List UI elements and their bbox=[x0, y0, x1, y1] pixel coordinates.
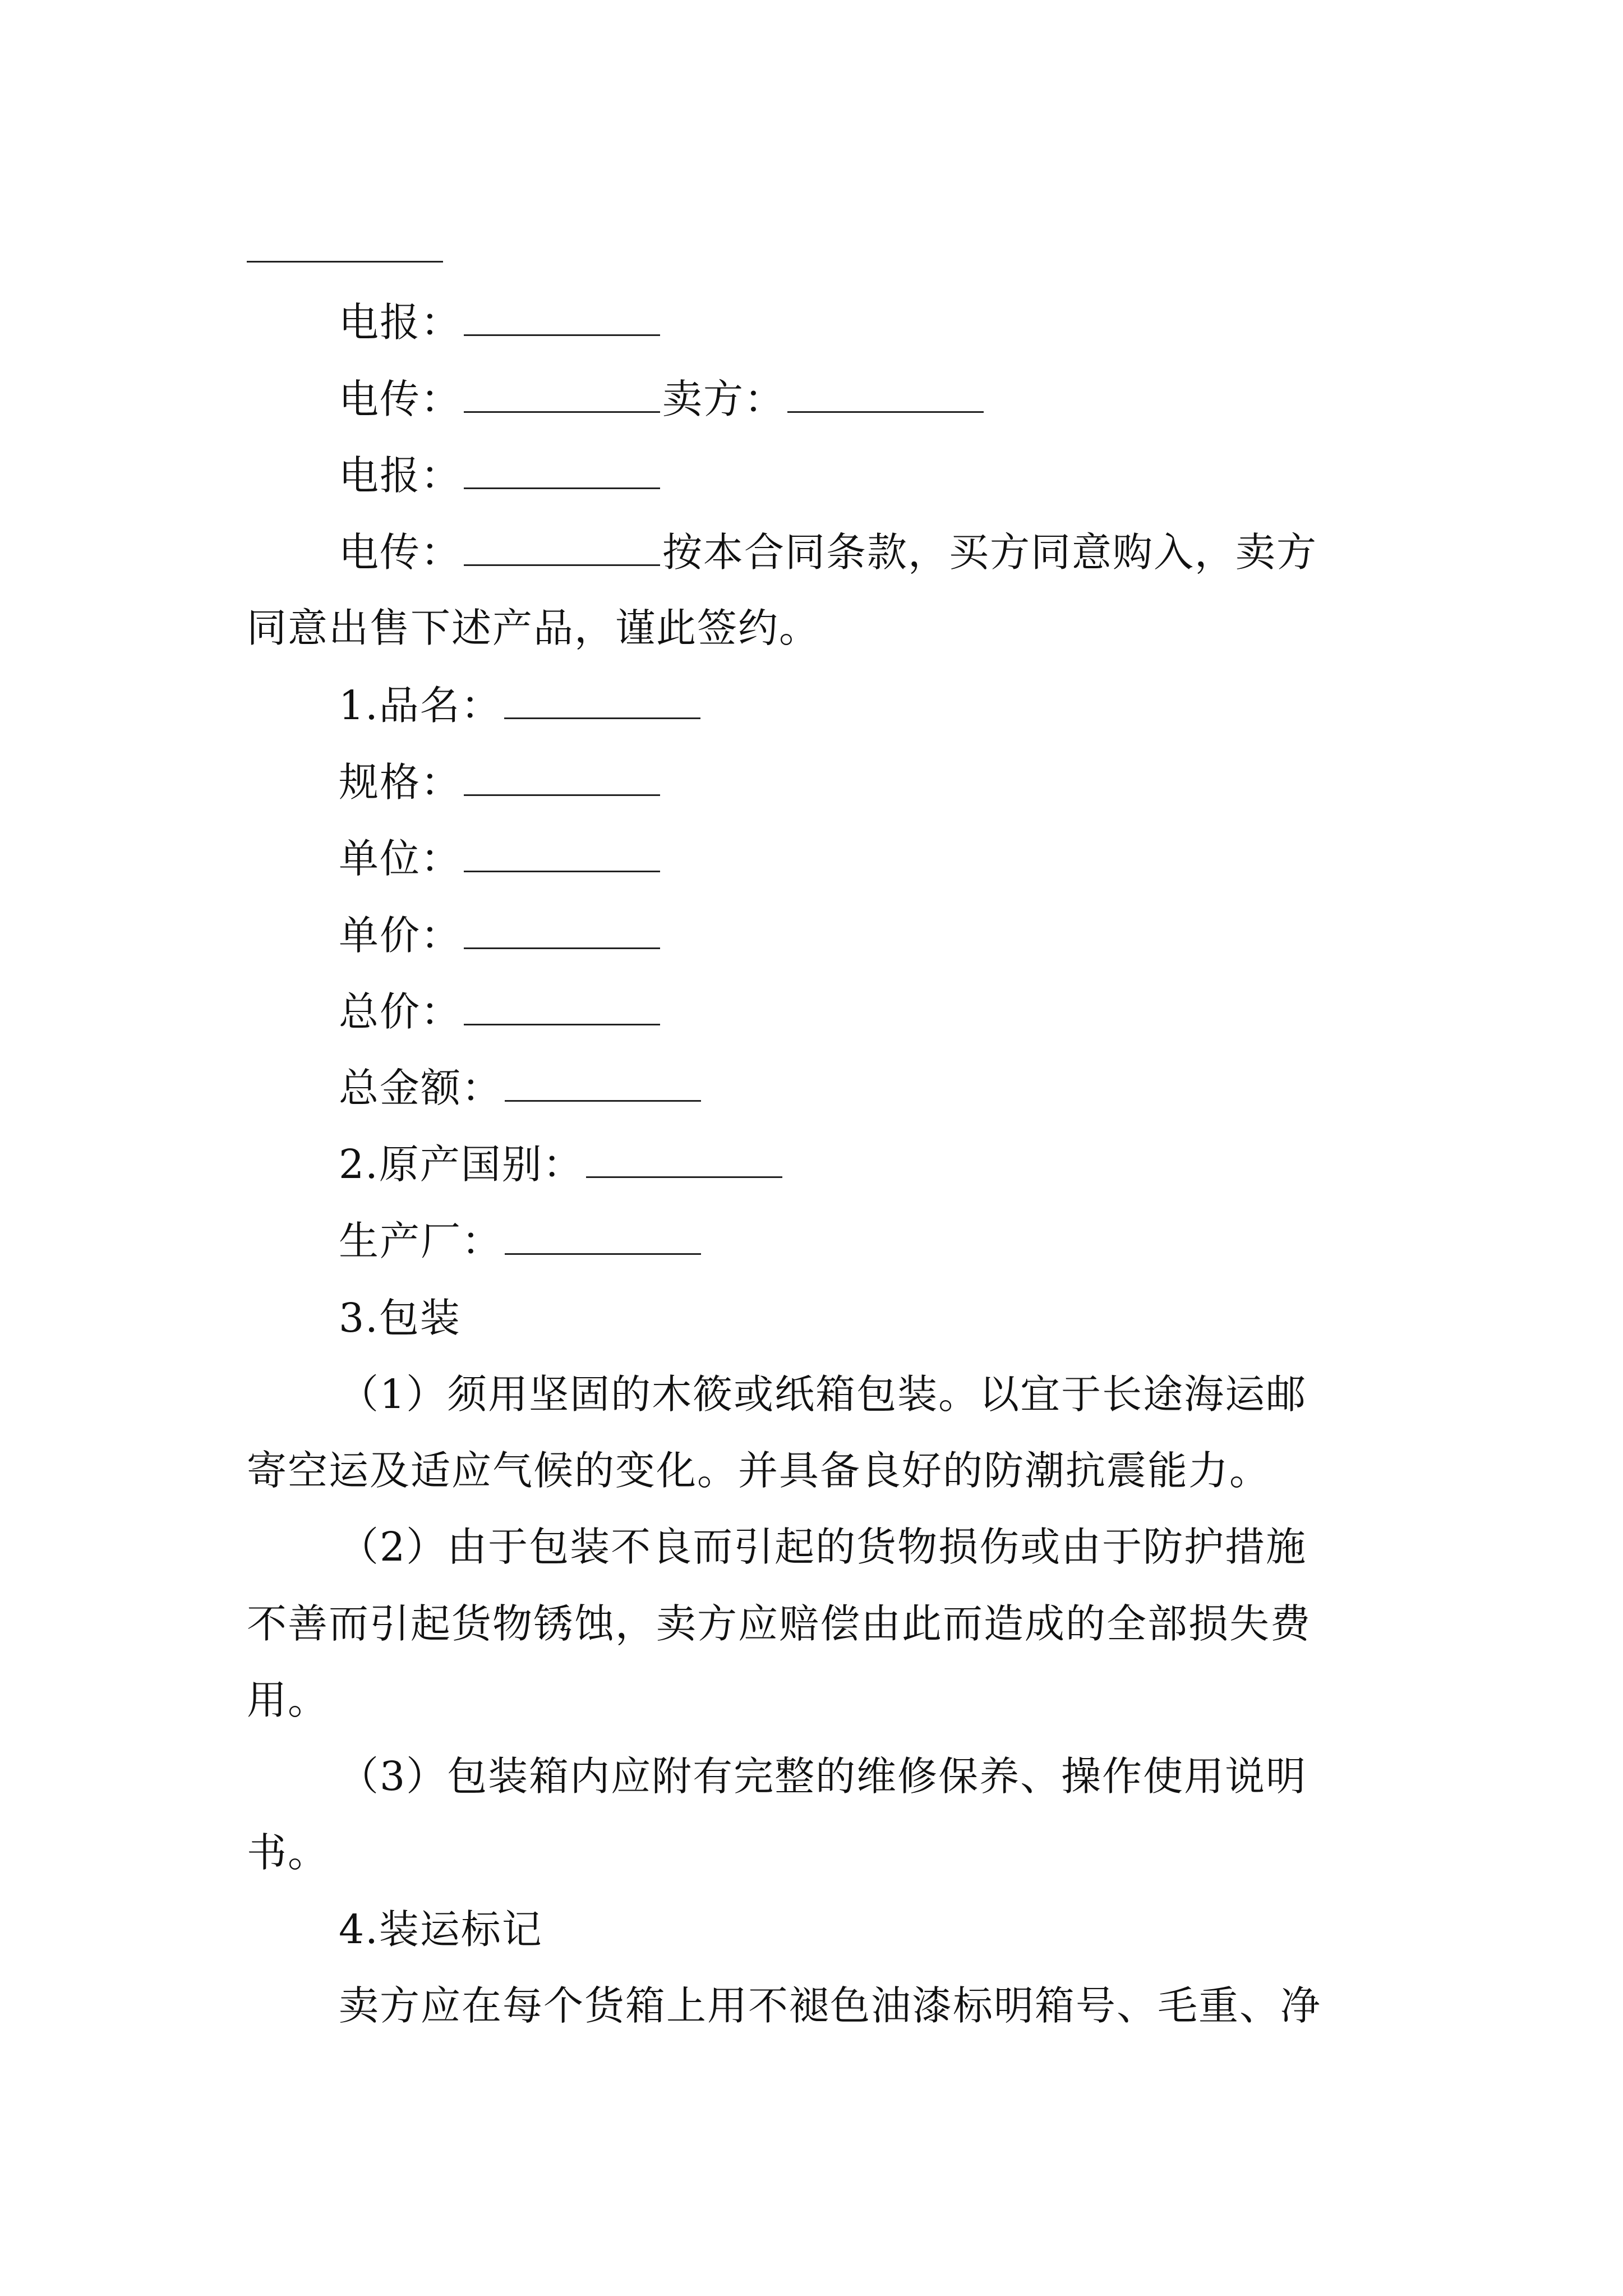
packing-p2-line3: 用。 bbox=[247, 1677, 329, 1723]
blank-line bbox=[464, 945, 660, 949]
item-row-unit bbox=[339, 836, 662, 881]
item-row-spec bbox=[339, 760, 662, 805]
blank-line bbox=[464, 868, 660, 872]
item-label: 单位： bbox=[339, 835, 462, 882]
blank-line bbox=[247, 261, 443, 263]
blank-line bbox=[586, 1174, 782, 1178]
section-heading-shipping-marks: 4.装运标记 bbox=[339, 1906, 543, 1953]
blank-line bbox=[505, 1251, 701, 1255]
item-label: 1.品名： bbox=[339, 682, 502, 729]
blank-line bbox=[787, 409, 984, 413]
blank-line bbox=[464, 562, 660, 566]
item-row-origin bbox=[339, 1142, 785, 1187]
item-row-product-name bbox=[339, 683, 703, 728]
blank-line bbox=[504, 715, 700, 719]
packing-p1-line2: 寄空运及适应气候的变化。并具备良好的防潮抗震能力。 bbox=[247, 1447, 1271, 1494]
field-label: 电传： bbox=[339, 529, 462, 576]
item-label: 规格： bbox=[339, 759, 462, 806]
packing-p3-line1: （3）包装箱内应附有完整的维修保养、操作使用说明 bbox=[339, 1753, 1307, 1800]
item-label: 2.原产国别： bbox=[339, 1141, 584, 1188]
shipping-line1: 卖方应在每个货箱上用不褪色油漆标明箱号、毛重、净 bbox=[339, 1982, 1322, 2029]
item-label: 总价： bbox=[339, 988, 462, 1035]
section-heading-packing: 3.包装 bbox=[339, 1295, 461, 1341]
packing-p2-line2: 不善而引起货物锈蚀，卖方应赔偿由此而造成的全部损失费 bbox=[247, 1600, 1312, 1647]
field-row-telex-1 bbox=[339, 377, 986, 422]
field-row-telex-2 bbox=[339, 530, 1317, 575]
item-row-total-amount bbox=[339, 1066, 703, 1111]
packing-p3-line2: 书。 bbox=[247, 1829, 329, 1876]
agreement-text: 按本合同条款，买方同意购入，卖方 bbox=[662, 529, 1318, 576]
blank-line bbox=[464, 1022, 660, 1025]
field-row-telegram-1 bbox=[339, 300, 662, 345]
field-label: 卖方： bbox=[662, 376, 786, 422]
item-row-unit-price bbox=[339, 913, 662, 958]
item-row-manufacturer bbox=[339, 1219, 703, 1264]
field-label: 电报： bbox=[339, 452, 462, 499]
item-label: 单价： bbox=[339, 912, 462, 959]
packing-p2-line1: （2）由于包装不良而引起的货物损伤或由于防护措施 bbox=[339, 1524, 1307, 1570]
blank-line bbox=[464, 485, 660, 489]
item-label: 总金额： bbox=[339, 1065, 503, 1111]
item-label: 生产厂： bbox=[339, 1218, 503, 1264]
item-row-total-price bbox=[339, 990, 662, 1034]
blank-line bbox=[464, 409, 660, 413]
blank-line bbox=[464, 332, 660, 336]
field-row-telegram-2 bbox=[339, 453, 662, 498]
field-label: 电传： bbox=[339, 376, 462, 422]
field-label: 电报： bbox=[339, 299, 462, 346]
blank-line bbox=[505, 1098, 701, 1102]
packing-p1-line1: （1）须用坚固的木筱或纸箱包装。以宜于长途海运邮 bbox=[339, 1371, 1307, 1418]
agreement-text-cont: 同意出售下述产品，谨此签约。 bbox=[247, 605, 820, 651]
blank-line bbox=[464, 792, 660, 796]
